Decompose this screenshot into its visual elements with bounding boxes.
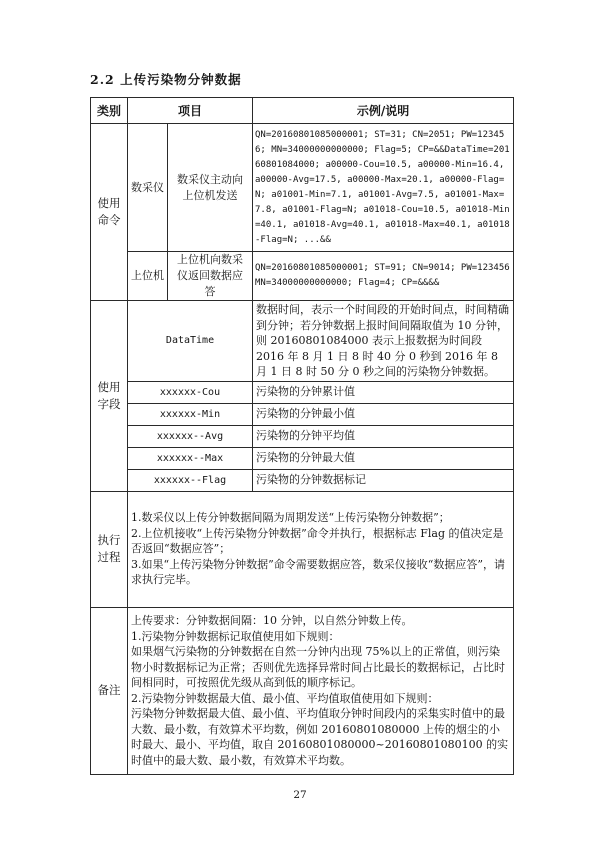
table-row-field-max bbox=[91, 447, 514, 469]
field-name-avg: xxxxxx--Avg bbox=[128, 425, 253, 447]
item-host-response: 上位机向数采仪返回数据应答 bbox=[168, 252, 253, 301]
remark-line-rule1-body: 如果烟气污染物的分钟数据在自然一分钟内出现 75%以上的正常值，则污染物小时数据标记为正常；否则优先选择异常时间占比最长的数据标记，占比时间相同时，可按照优先级从高到低的顺序标记。 bbox=[131, 645, 505, 689]
remark-content bbox=[128, 607, 514, 774]
field-name-max: xxxxxx--Max bbox=[128, 447, 253, 469]
field-name-cou: xxxxxx-Cou bbox=[128, 381, 253, 403]
table-row-host-response bbox=[91, 252, 514, 301]
field-name-flag: xxxxxx--Flag bbox=[128, 469, 253, 491]
example-datalogger-send: QN=20160801085000001; ST=31; CN=2051; PW=123456; MN=34000000000000; Flag=5; CP=&&DataTime=20160801084000; a00000-Cou=10.5, a00000-Min=16.4, a00000-Avg=17.5, a00000-Max=20.1, a00000-Flag=N; a01001-Min=7.1, a01001-Avg=7.5, a01001-Max=7.8, a01001-Flag=N; a01018-Cou=10.5, a01018-Min=40.1, a01018-Avg=40.1, a01018-Max=40.1, a01018-Flag=N; ...&& bbox=[253, 124, 514, 252]
category-use-fields: 使用字段 bbox=[91, 301, 128, 492]
field-desc-max: 污染物的分钟最大值 bbox=[253, 447, 514, 469]
process-step-2: 2.上位机接收“上传污染物分钟数据”命令并执行，根据标志 Flag 的值决定是否返回“数据应答”； bbox=[131, 526, 504, 556]
field-desc-avg: 污染物的分钟平均值 bbox=[253, 425, 514, 447]
field-desc-cou: 污染物的分钟累计值 bbox=[253, 381, 514, 403]
example-host-response: QN=20160801085000001; ST=91; CN=9014; PW=123456MN=34000000000000; Flag=4; CP=&&&& bbox=[253, 252, 514, 301]
page-number: 27 bbox=[293, 789, 307, 801]
item-datalogger-send: 数采仪主动向上位机发送 bbox=[168, 124, 253, 252]
category-remark: 备注 bbox=[91, 607, 128, 774]
table-row-datalogger-send bbox=[91, 124, 514, 252]
table-row-field-cou bbox=[91, 381, 514, 403]
protocol-table bbox=[90, 97, 514, 775]
role-datalogger: 数采仪 bbox=[128, 124, 168, 252]
field-desc-min: 污染物的分钟最小值 bbox=[253, 403, 514, 425]
process-step-1: 1.数采仪以上传分钟数据间隔为周期发送“上传污染物分钟数据”； bbox=[131, 511, 450, 525]
role-host: 上位机 bbox=[128, 252, 168, 301]
process-steps bbox=[128, 491, 514, 607]
remark-line-upload-requirement: 上传要求：分钟数据间隔：10 分钟，以自然分钟数上传。 bbox=[131, 614, 413, 627]
table-header-row bbox=[91, 98, 514, 124]
table-row-process bbox=[91, 491, 514, 607]
table-row-field-datatime bbox=[91, 301, 514, 382]
table-row-field-flag bbox=[91, 469, 514, 491]
process-step-3: 3.如果“上传污染物分钟数据”命令需要数据应答，数采仪接收“数据应答”，请求执行完毕。 bbox=[131, 557, 505, 587]
section-title: 2.2 上传污染物分钟数据 bbox=[90, 72, 242, 87]
remark-line-rule2-title: 2.污染物分钟数据最大值、最小值、平均值取值使用如下规则： bbox=[131, 691, 439, 705]
category-use-command: 使用命令 bbox=[91, 124, 128, 301]
field-desc-flag: 污染物的分钟数据标记 bbox=[253, 469, 514, 491]
field-name-datatime: DataTime bbox=[128, 301, 253, 382]
remark-line-rule1-title: 1.污染物分钟数据标记取值使用如下规则： bbox=[131, 629, 340, 643]
col-header-item: 项目 bbox=[128, 98, 253, 124]
table-row-field-avg bbox=[91, 425, 514, 447]
table-row-field-min bbox=[91, 403, 514, 425]
field-name-min: xxxxxx-Min bbox=[128, 403, 253, 425]
col-header-example: 示例/说明 bbox=[253, 98, 514, 124]
remark-line-rule2-body: 污染物分钟数据最大值、最小值、平均值取分钟时间段内的采集实时值中的最大数、最小数，有效算术平均数，例如 20160801080000 上传的烟尘的小时最大、最小、平均值，取自 20160801080000~20160801080100 的实时值中的最大数、最小数，有效算术平均数。 bbox=[131, 707, 509, 767]
category-process: 执行过程 bbox=[91, 491, 128, 607]
table-row-remark bbox=[91, 607, 514, 774]
col-header-category: 类别 bbox=[91, 98, 128, 124]
field-desc-datatime: 数据时间，表示一个时间段的开始时间点，时间精确到分钟；若分钟数据上报时间间隔取值为 10 分钟，则 20160801084000 表示上报数据为时间段 2016 年 8 月 1 日 8 时 40 分 0 秒到 2016 年 8 月 1 日 8 时 50 分 0 秒之间的污染物分钟数据。 bbox=[253, 301, 514, 382]
